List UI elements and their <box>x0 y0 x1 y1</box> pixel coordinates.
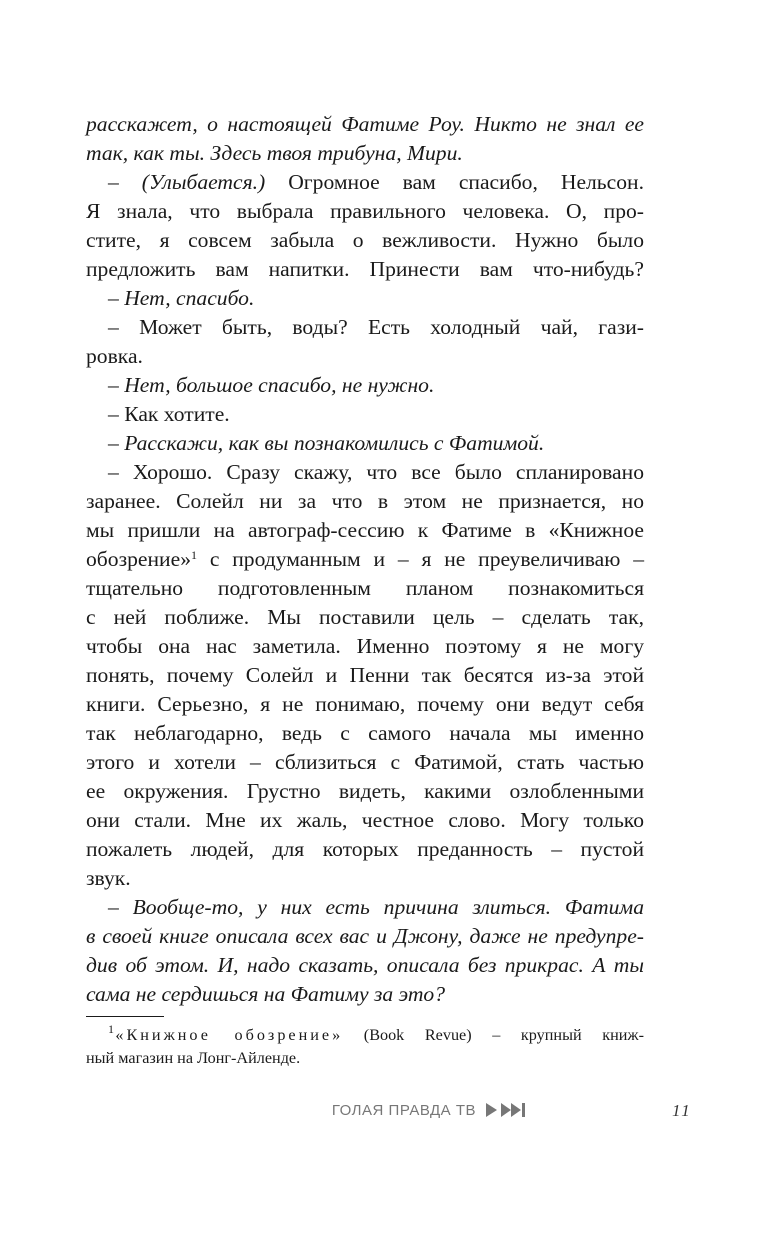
text-line: – Может быть, воды? Есть холодный чай, гази- <box>108 315 644 339</box>
text-line: тщательно подготовленным планом познакомиться <box>86 576 644 600</box>
page-footer <box>86 1099 692 1123</box>
page-body <box>86 110 644 1009</box>
running-title: ГОЛАЯ ПРАВДА ТВ <box>331 1102 476 1119</box>
text-line: предложить вам напитки. Принести вам что-нибудь? <box>86 257 644 281</box>
footnote-line: ный магазин на Лонг-Айленде. <box>86 1049 301 1067</box>
text-line: с ней поближе. Мы поставили цель – сделать так, <box>86 605 644 629</box>
page-number: 11 <box>672 1101 692 1120</box>
text-line: этого и хотели – сблизиться с Фатимой, стать частью <box>86 750 644 774</box>
text-line: сама не сердишься на Фатиму за это? <box>86 982 446 1006</box>
footnote-reference: 1 <box>191 548 197 562</box>
text-line: – Как хотите. <box>108 402 230 426</box>
forward-triangle-2 <box>511 1103 521 1117</box>
text-line: – Хорошо. Сразу скажу, что все было спланировано <box>108 460 644 484</box>
footnote-term: «Книжное обозрение» <box>115 1026 344 1044</box>
text-line <box>86 168 644 197</box>
text-line: ровка. <box>86 344 143 368</box>
text-line: – Нет, большое спасибо, не нужно. <box>108 373 435 397</box>
text-line: – Нет, спасибо. <box>108 286 255 310</box>
text-line: расскажет, о настоящей Фатиме Роу. Никто не знал ее <box>86 112 644 136</box>
footnote-divider <box>86 1016 164 1017</box>
footnote-text: (Book Revue) – крупный книж- <box>343 1026 644 1044</box>
forward-bar <box>522 1103 525 1117</box>
forward-triangle-1 <box>501 1103 511 1117</box>
footnote-line <box>86 1024 644 1047</box>
text-line: книги. Серьезно, я не понимаю, почему они ведут себя <box>86 692 644 716</box>
text-line: так, как ты. Здесь твоя трибуна, Мири. <box>86 141 463 165</box>
text-line: в своей книге описала всех вас и Джону, даже не предупре- <box>86 924 644 948</box>
text-fragment: Огромное вам спасибо, Нельсон. <box>265 170 644 194</box>
text-line: – Вообще-то, у них есть причина злиться. Фатима <box>108 895 644 919</box>
text-line: чтобы она нас заметила. Именно поэтому я не могу <box>86 634 644 658</box>
play-triangle <box>486 1103 497 1117</box>
footnote <box>86 1024 644 1070</box>
text-line: звук. <box>86 866 131 890</box>
text-fragment: с продуманным и – я не преувеличиваю – <box>197 547 644 571</box>
text-fragment: обозрение» <box>86 547 191 571</box>
text-line: так неблагодарно, ведь с самого начала мы именно <box>86 721 644 745</box>
play-forward-icon <box>486 1102 530 1118</box>
text-line: мы пришли на автограф-сессию к Фатиме в «Книжное <box>86 518 644 542</box>
text-line: пожалеть людей, для которых преданность – пустой <box>86 837 644 861</box>
text-line: див об этом. И, надо сказать, описала без прикрас. А ты <box>86 953 644 977</box>
text-line: стите, я совсем забыла о вежливости. Нужно было <box>86 228 644 252</box>
text-line <box>86 545 644 574</box>
stage-direction: – (Улыбается.) <box>108 170 266 194</box>
text-line: Я знала, что выбрала правильного человека. О, про- <box>86 199 644 223</box>
text-line: ее окружения. Грустно видеть, какими озлобленными <box>86 779 644 803</box>
text-line: они стали. Мне их жаль, честное слово. Могу только <box>86 808 644 832</box>
text-line: – Расскажи, как вы познакомились с Фатимой. <box>108 431 545 455</box>
text-line: заранее. Солейл ни за что в этом не признается, но <box>86 489 644 513</box>
text-line: понять, почему Солейл и Пенни так бесятся из-за этой <box>86 663 644 687</box>
footnote-marker: 1 <box>108 1022 114 1036</box>
